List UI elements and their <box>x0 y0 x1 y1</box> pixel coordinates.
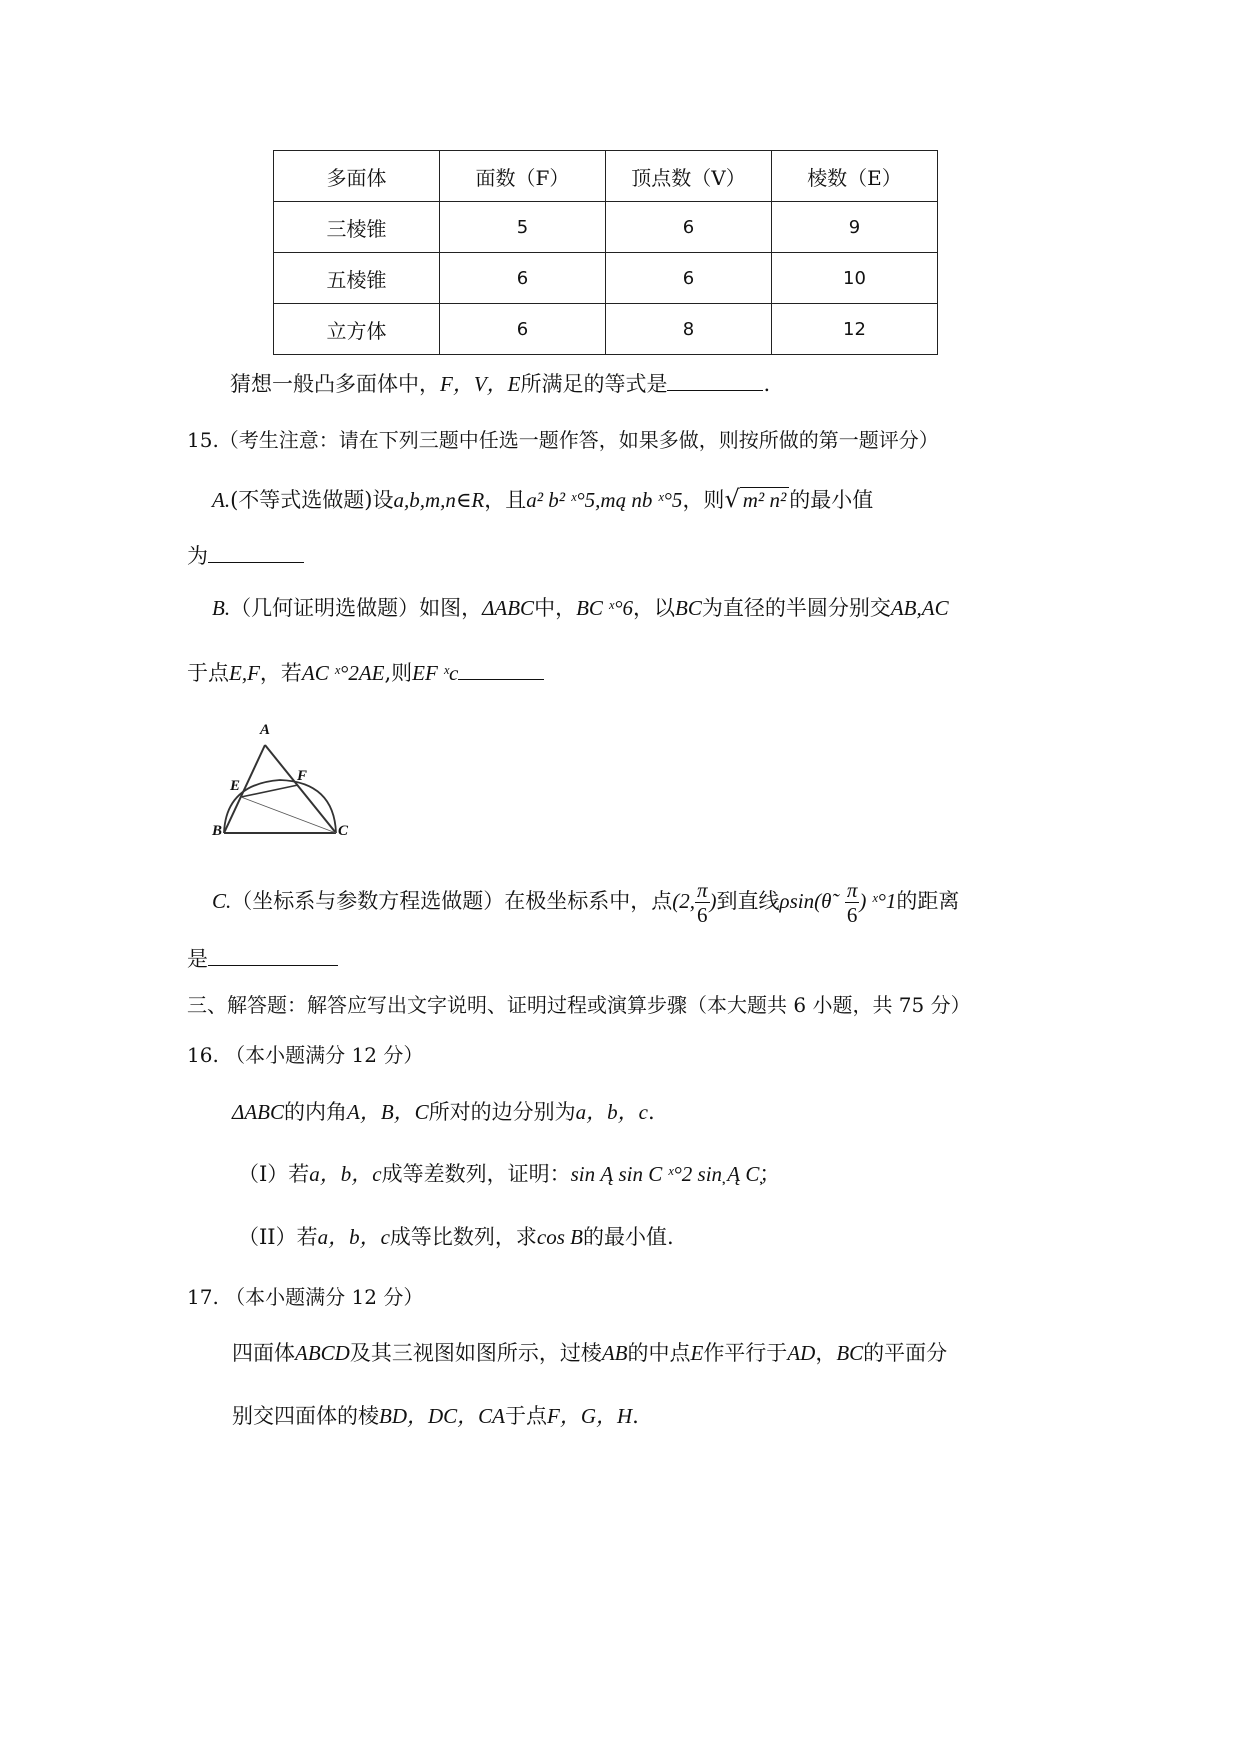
table-header-cell: 棱数（E） <box>772 151 938 202</box>
q15b-ac: AC ˣ°2AE <box>301 661 385 685</box>
q15c-text3: 的距离 <box>896 889 960 913</box>
table-cell: 12 <box>772 304 938 355</box>
frac-den: 6 <box>697 903 708 927</box>
q15c-point-close: ) <box>709 889 717 913</box>
q16-sides: a，b，c <box>575 1100 648 1124</box>
q17-text: 作平行于 <box>703 1341 788 1365</box>
q16-tri: ΔABC <box>232 1100 284 1124</box>
table-header-cell: 顶点数（V） <box>606 151 772 202</box>
table-cell: 6 <box>606 253 772 304</box>
q15b-tri: ΔABC <box>482 596 535 620</box>
q17-text: 四面体 <box>232 1341 295 1365</box>
q15b-ef: E,F <box>229 661 260 685</box>
figure-label: B <box>212 823 223 839</box>
q15b-text1: （几何证明选做题）如图， <box>230 596 483 620</box>
table-cell: 五棱锥 <box>274 253 440 304</box>
pi-over-6-fraction <box>845 878 860 927</box>
q15a-sqrt-expr: m² n² <box>740 487 790 512</box>
q17-text: 的中点 <box>627 1341 691 1365</box>
q16-p1-vars: a，b，c <box>309 1162 382 1186</box>
q15c-text1: （坐标系与参数方程选做题）在极坐标系中，点 <box>231 889 673 913</box>
q17-e: E <box>690 1341 704 1365</box>
semicircle-triangle-figure <box>200 720 380 860</box>
q16-p2-label: （II）若 <box>238 1225 318 1249</box>
q16-p2-end: 的最小值. <box>583 1225 674 1249</box>
table-cell: 8 <box>606 304 772 355</box>
q17-text: ， <box>815 1341 837 1365</box>
q17-line2 <box>232 1401 639 1431</box>
q15a-line1: A.(不等式选做题)设a,b,m,n∈R，且a² b² ˣ°5,mą nb ˣ°5，则√ m² n² 的最小值 <box>212 485 874 513</box>
q15a-condition: a² b² ˣ°5,mą nb ˣ°5 <box>526 488 683 512</box>
q15a-label: A. <box>212 488 231 512</box>
q17-text: 及其三视图如图所示，过棱 <box>349 1341 602 1365</box>
table-cell: 5 <box>440 202 606 253</box>
q15a-text4: 的最小值 <box>789 488 874 512</box>
q16-p2-expr: cos B <box>536 1225 583 1249</box>
q14-vars: F，V，E <box>440 372 521 396</box>
q16-part1 <box>238 1159 780 1189</box>
q15c-line2-text: 是 <box>187 947 208 971</box>
answer-blank <box>208 943 338 966</box>
q16-angles: A，B，C <box>347 1100 429 1124</box>
q15c-text2: 到直线 <box>716 889 780 913</box>
q17-edges: BD，DC，CA <box>379 1404 505 1428</box>
q17-points: F，G，H <box>547 1404 633 1428</box>
q17-text: 别交四面体的棱 <box>232 1404 379 1428</box>
q15c-point-open: (2, <box>672 889 696 913</box>
q16-text2: 所对的边分别为 <box>428 1100 576 1124</box>
polyhedra-table <box>273 150 938 355</box>
answer-blank <box>667 368 763 391</box>
figure-label: C <box>338 823 349 839</box>
frac-den: 6 <box>846 903 858 927</box>
table-row <box>274 202 938 253</box>
q17-text: 于点 <box>505 1404 547 1428</box>
q17-bc: BC <box>836 1341 864 1365</box>
q15b-l2c: ,则 <box>384 661 413 685</box>
q15b-l2b: ，若 <box>259 661 302 685</box>
figure-label: A <box>260 722 271 738</box>
q15c-line2 <box>187 943 338 974</box>
q15b-l2a: 于点 <box>187 661 229 685</box>
q16-p2-vars: a，b，c <box>317 1225 390 1249</box>
q15a-text1: (不等式选做题)设 <box>230 488 394 512</box>
q15b-line2 <box>187 657 544 688</box>
q16-p1-end: ； <box>759 1162 781 1186</box>
table-cell: 立方体 <box>274 304 440 355</box>
table-header-cell: 多面体 <box>274 151 440 202</box>
table-cell: 10 <box>772 253 938 304</box>
answer-blank <box>208 540 304 563</box>
q14-text: 猜想一般凸多面体中， <box>230 372 440 396</box>
table-row <box>274 304 938 355</box>
frac-num: π <box>846 878 858 902</box>
q15b-ef2: EF ˣc <box>412 661 459 685</box>
q17-line1 <box>232 1338 947 1368</box>
q16-part2 <box>238 1222 674 1252</box>
q17-text: 的平面分 <box>863 1341 948 1365</box>
table-header-row <box>274 151 938 202</box>
q15a-vars: a,b,m,n∈R <box>393 488 485 512</box>
q17-ab: AB <box>601 1341 628 1365</box>
q17-abcd: ABCD <box>295 1341 350 1365</box>
q15b-text3: ，以 <box>633 596 675 620</box>
q15b-abac: AB,AC <box>890 596 949 620</box>
q16-p1-label: （I）若 <box>238 1162 310 1186</box>
table-cell: 6 <box>440 253 606 304</box>
q16-p2-text: 成等比数列，求 <box>389 1225 537 1249</box>
figure-label: E <box>230 778 241 794</box>
table-cell: 6 <box>606 202 772 253</box>
q16-header: 16. （本小题满分 12 分） <box>187 1043 424 1067</box>
q15c-line-close: ) ˣ°1 <box>859 889 897 913</box>
q15b-bc2: BC <box>675 596 702 620</box>
table-row <box>274 253 938 304</box>
q17-ad: AD <box>787 1341 816 1365</box>
answer-blank <box>458 657 544 680</box>
q14-tail: 所满足的等式是 <box>520 372 668 396</box>
q15b-line1 <box>212 593 949 623</box>
q16-end: . <box>648 1100 655 1124</box>
q16-p1-text: 成等差数列，证明： <box>381 1162 571 1186</box>
q15c-label: C. <box>212 889 232 913</box>
table-cell: 三棱锥 <box>274 202 440 253</box>
q15a-line2-text: 为 <box>187 544 208 568</box>
table-cell: 9 <box>772 202 938 253</box>
q15a-text3: ，则 <box>682 488 725 512</box>
q17-header: 17. （本小题满分 12 分） <box>187 1285 424 1309</box>
q16-text1: 的内角 <box>284 1100 347 1124</box>
q15c-line1 <box>212 878 959 927</box>
table-header-cell: 面数（F） <box>440 151 606 202</box>
figure-label: F <box>297 768 308 784</box>
q15-header: 15.（考生注意：请在下列三题中任选一题作答，如果多做，则按所做的第一题评分） <box>187 428 939 452</box>
q15b-label: B. <box>212 596 231 620</box>
pi-over-6-fraction <box>695 878 710 927</box>
table-cell: 6 <box>440 304 606 355</box>
section-3-heading: 三、解答题：解答应写出文字说明、证明过程或演算步骤（本大题共 6 小题，共 75 分） <box>187 993 971 1017</box>
q17-end: . <box>632 1404 639 1428</box>
q15b-text4: 为直径的半圆分别交 <box>701 596 891 620</box>
q15b-text2: 中， <box>534 596 577 620</box>
frac-num: π <box>697 878 708 902</box>
figure-svg <box>200 720 380 860</box>
q15a-line2 <box>187 540 304 571</box>
q15c-line-expr: ρsin(θ̃ <box>779 889 832 913</box>
q15b-bc: BC ˣ°6 <box>576 596 633 620</box>
q14-conjecture: 猜想一般凸多面体中，F，V，E所满足的等式是 . <box>230 368 770 399</box>
q15a-text2: ，且 <box>484 488 527 512</box>
q16-stem <box>232 1097 655 1127</box>
q16-p1-expr: sin Ą sin C ˣ°2 sin̦ Ą C̦ <box>570 1162 760 1186</box>
